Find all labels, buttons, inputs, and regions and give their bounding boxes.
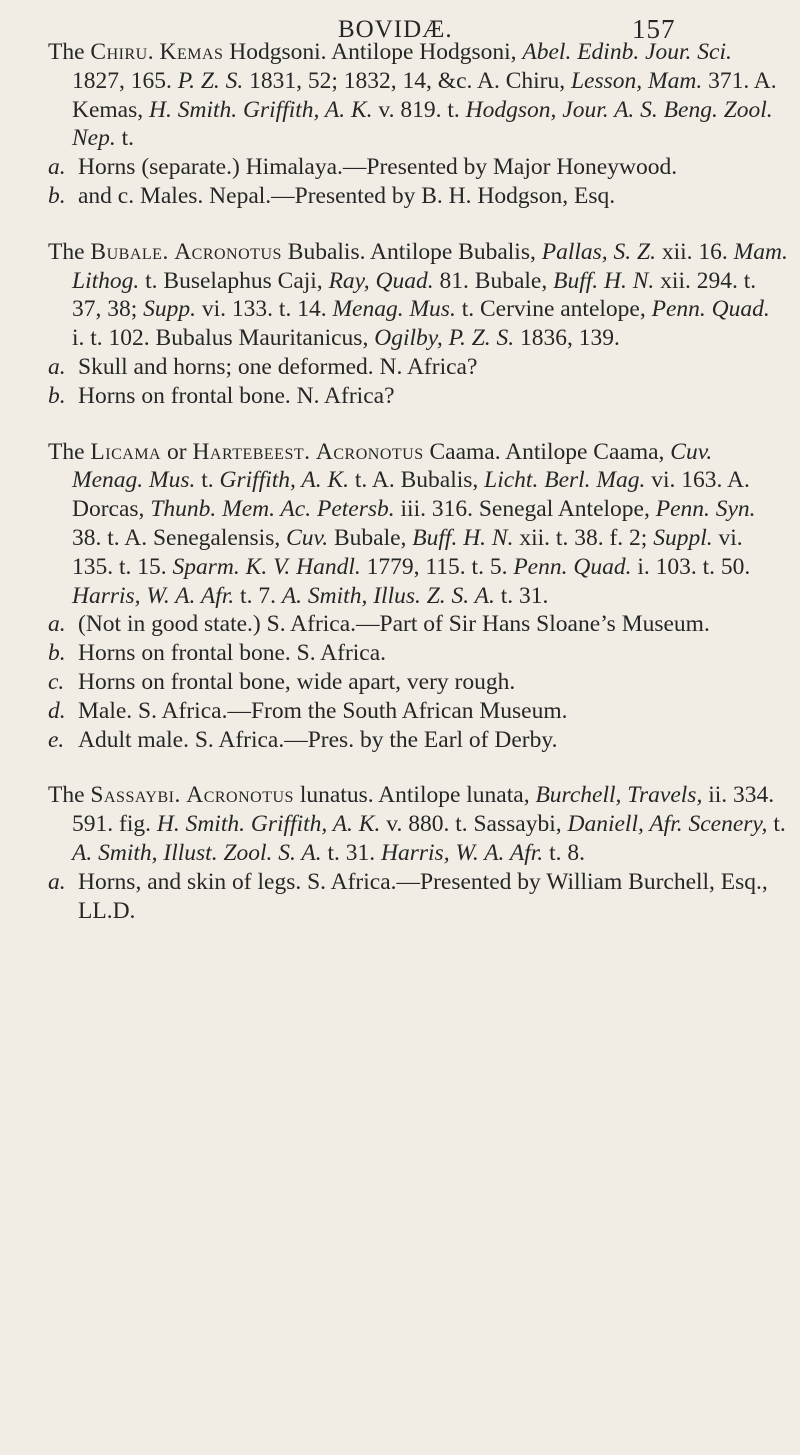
heading-text: t.: [115, 125, 135, 152]
heading-text: t. 7.: [234, 582, 282, 609]
entry-heading: [48, 238, 788, 353]
item-text: Male. S. Africa.—From the South African Museum.: [78, 697, 568, 724]
heading-text: Bubale,: [328, 524, 413, 551]
citation-text: Buff. H. N.: [553, 267, 655, 294]
heading-text: i. t. 102. Bubalus Mauritanicus,: [72, 325, 375, 352]
item-text: Horns on frontal bone, wide apart, very rough.: [78, 668, 516, 695]
citation-text: Penn. Quad.: [651, 296, 770, 323]
item-text: and c. Males. Nepal.—Presented by B. H. Hodgson, Esq.: [78, 182, 616, 209]
heading-text: xii. t. 38. f. 2;: [513, 524, 654, 551]
heading-text: t.: [767, 811, 786, 838]
heading-text: or: [161, 438, 193, 465]
citation-text: H. Smith. Griffith, A. K.: [149, 96, 373, 123]
heading-text: The: [48, 238, 91, 265]
heading-text: t. A. Bubalis,: [349, 467, 485, 494]
heading-text: 371. A. Kemas,: [72, 67, 777, 123]
species-name: Bubale: [90, 238, 163, 265]
item-letter: b.: [48, 182, 66, 209]
heading-text: i. 103. t. 50.: [631, 553, 751, 580]
heading-text: vi. 133. t. 14.: [196, 296, 333, 323]
citation-text: Thunb. Mem. Ac. Petersb.: [150, 496, 395, 523]
citation-text: Supp.: [143, 296, 197, 323]
citation-text: A. Smith, Illus. Z. S. A.: [281, 582, 495, 609]
item-letter: e.: [48, 726, 65, 753]
species-entries: [48, 38, 788, 952]
item-letter: b.: [48, 382, 66, 409]
heading-text: Caama. Antilope Caama,: [423, 438, 671, 465]
specimen-item: [48, 697, 788, 726]
heading-text: 1831, 52; 1832, 14, &c. A. Chiru,: [243, 67, 571, 94]
citation-text: P. Z. S.: [177, 67, 244, 94]
item-text: (Not in good state.) S. Africa.—Part of Sir Hans Sloane’s Museum.: [78, 611, 710, 638]
heading-text: The: [48, 39, 91, 65]
citation-text: Burchell, Travels,: [535, 782, 703, 809]
citation-text: Cuv.: [286, 524, 329, 551]
heading-text: The: [48, 438, 91, 465]
page-number: 157: [632, 14, 676, 44]
heading-text: 1836, 139.: [514, 325, 620, 352]
heading-text: .: [147, 39, 160, 65]
item-letter: d.: [48, 697, 66, 724]
citation-text: Hodgson, Jour. A. S. Beng. Zool. Nep.: [72, 96, 773, 152]
heading-text: Hodgsoni. Antilope Hodgsoni,: [223, 39, 523, 65]
heading-text: .: [174, 782, 187, 809]
species-name: Sassaybi: [90, 782, 175, 809]
heading-text: The: [48, 782, 91, 809]
citation-text: Mam. Lithog.: [72, 238, 788, 294]
entry-heading: [48, 438, 788, 611]
item-text: Horns (separate.) Himalaya.—Presented by Major Honeywood.: [78, 154, 678, 181]
item-letter: c.: [48, 668, 65, 695]
specimen-item: [48, 153, 788, 182]
heading-text: vi. 163. A. Dorcas,: [72, 467, 750, 523]
heading-text: 1779, 115. t. 5.: [360, 553, 514, 580]
citation-text: Harris, W. A. Afr.: [381, 839, 544, 866]
heading-text: t. Buselaphus Caji,: [139, 267, 329, 294]
species-name: Acronotus: [315, 438, 424, 465]
specimen-item: [48, 182, 788, 211]
species-entry: [48, 238, 788, 411]
species-name: Acronotus: [174, 238, 282, 265]
heading-text: t. Cervine antelope,: [455, 296, 652, 323]
species-name: Hartebeest: [192, 438, 305, 465]
citation-text: Licht. Berl. Mag.: [484, 467, 646, 494]
item-letter: a.: [48, 353, 66, 380]
specimen-item: [48, 668, 788, 697]
item-text: Horns, and skin of legs. S. Africa.—Presented by William Burchell, Esq., LL.D.: [78, 868, 768, 924]
item-letter: b.: [48, 640, 66, 667]
citation-text: Lesson, Mam.: [570, 67, 703, 94]
citation-text: Abel. Edinb. Jour. Sci.: [522, 39, 732, 65]
item-letter: a.: [48, 154, 66, 181]
heading-text: t. 8.: [543, 839, 585, 866]
citation-text: H. Smith. Griffith, A. K.: [156, 811, 381, 838]
citation-text: Menag. Mus.: [332, 296, 456, 323]
citation-text: Buff. H. N.: [412, 524, 514, 551]
specimen-item: [48, 868, 788, 926]
heading-text: xii. 294. t. 37, 38;: [72, 267, 757, 323]
citation-text: Suppl.: [653, 524, 713, 551]
heading-text: Bubalis. Antilope Bubalis,: [281, 238, 542, 265]
heading-text: ii. 334. 591. fig.: [72, 782, 775, 838]
citation-text: Pallas, S. Z.: [541, 238, 656, 265]
citation-text: A. Smith, Illust. Zool. S. A.: [72, 839, 322, 866]
heading-text: lunatus. Antilope lunata,: [293, 782, 536, 809]
item-letter: a.: [48, 868, 66, 895]
item-letter: a.: [48, 611, 66, 638]
heading-text: 81. Bubale,: [433, 267, 554, 294]
citation-text: Harris, W. A. Afr.: [72, 582, 235, 609]
entry-heading: [48, 38, 788, 153]
species-entry: [48, 438, 788, 755]
species-name: Acronotus: [186, 782, 294, 809]
heading-text: vi. 135. t. 15.: [72, 524, 743, 580]
heading-text: t.: [195, 467, 220, 494]
heading-text: t. 31.: [321, 839, 382, 866]
citation-text: Sparm. K. V. Handl.: [172, 553, 361, 580]
species-name: Kemas: [159, 39, 224, 65]
item-text: Skull and horns; one deformed. N. Africa?: [78, 353, 478, 380]
item-text: Horns on frontal bone. S. Africa.: [78, 640, 387, 667]
running-title: BOVIDÆ.: [338, 16, 453, 43]
species-name: Licama: [90, 438, 162, 465]
citation-text: Daniell, Afr. Scenery,: [567, 811, 768, 838]
citation-text: Penn. Quad.: [513, 553, 632, 580]
heading-text: 1827, 165.: [72, 67, 178, 94]
species-name: Chiru: [90, 39, 148, 65]
item-text: Adult male. S. Africa.—Pres. by the Earl of Derby.: [78, 726, 558, 753]
heading-text: .: [162, 238, 175, 265]
species-entry: [48, 781, 788, 925]
item-text: Horns on frontal bone. N. Africa?: [78, 382, 395, 409]
heading-text: xii. 16.: [655, 238, 734, 265]
heading-text: v. 880. t. Sassaybi,: [380, 811, 568, 838]
citation-text: Ray, Quad.: [328, 267, 434, 294]
citation-text: Griffith, A. K.: [219, 467, 350, 494]
heading-text: t. 31.: [494, 582, 549, 609]
specimen-item: [48, 353, 788, 382]
specimen-item: [48, 610, 788, 639]
entry-heading: [48, 781, 788, 867]
specimen-item: [48, 726, 788, 755]
heading-text: iii. 316. Senegal Antelope,: [394, 496, 656, 523]
heading-text: v. 819. t.: [372, 96, 466, 123]
specimen-item: [48, 639, 788, 668]
citation-text: Ogilby, P. Z. S.: [374, 325, 515, 352]
citation-text: Penn. Syn.: [655, 496, 756, 523]
heading-text: .: [304, 438, 316, 465]
specimen-item: [48, 382, 788, 411]
species-entry: [48, 38, 788, 211]
citation-text: Cuv. Menag. Mus.: [72, 438, 713, 494]
heading-text: 38. t. A. Senegalensis,: [72, 524, 287, 551]
